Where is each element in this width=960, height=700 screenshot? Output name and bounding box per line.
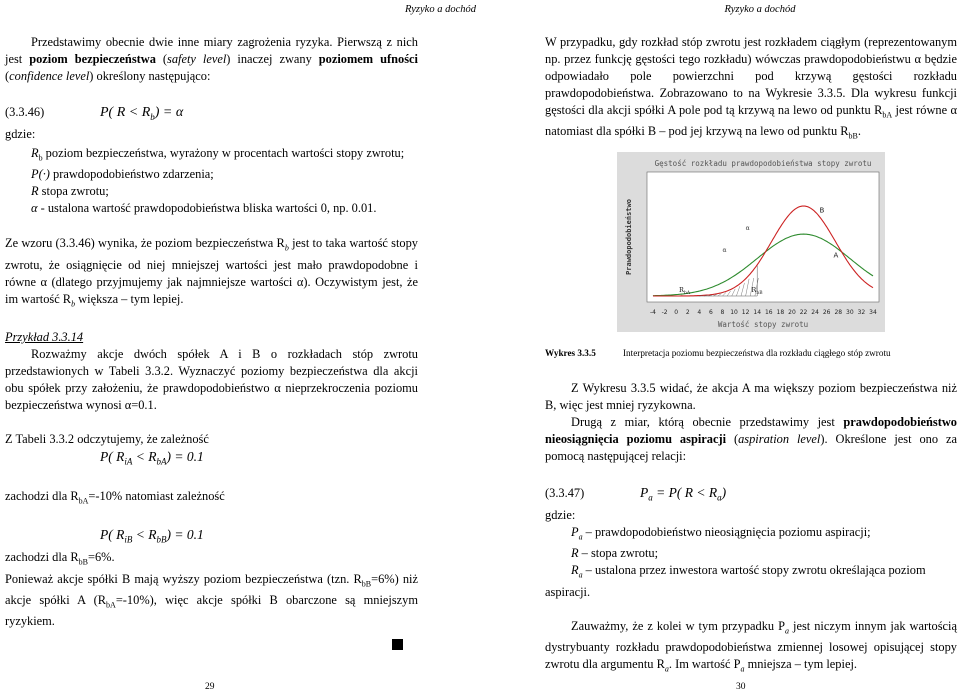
r-bb-subscript: bB	[756, 291, 763, 296]
x-tick-label: 0	[674, 309, 679, 316]
x-tick-label: 2	[685, 309, 690, 316]
series-label-B: B	[819, 206, 825, 215]
alpha-label-a: α	[722, 247, 727, 254]
aspiration-paragraph: Drugą z miar, którą obecnie przedstawimy jest prawdopodobieństwo nieosiągnięcia poziomu aspiracji (aspiration level). Określone jest ono za pomocą następującej relacji:	[545, 415, 957, 463]
intro-paragraph: Przedstawimy obecnie dwie inne miary zagrożenia ryzyka. Pierwszą z nich jest poziom bezpieczeństwa (safety level) inaczej zwany poziomem ufności (confidence level) określony następująco:	[5, 35, 418, 83]
x-tick-label: 20	[788, 309, 796, 316]
x-tick-label: 24	[811, 309, 819, 316]
definition-ra: $R_a$ – ustalona przez inwestora wartość stopy zwrotu określająca poziom aspiracji.	[545, 563, 926, 599]
equation-number: (3.3.47)	[545, 486, 585, 500]
holds-line-b: zachodzi dla $R_{bB}=6\%$.	[5, 550, 115, 567]
chart-title: Gęstość rozkładu prawdopodobieństwa stopy zwrotu	[654, 159, 872, 168]
left-column	[5, 34, 418, 630]
running-header: Ryzyko a dochód	[405, 4, 476, 15]
x-tick-label: 18	[776, 309, 785, 316]
right-column-top	[545, 34, 957, 145]
equation-formula: P( $R < R_b) = \alpha$	[100, 105, 184, 122]
where-label: gdzie:	[5, 126, 36, 141]
x-tick-label: 8	[720, 309, 725, 316]
x-tick-label: 22	[799, 309, 808, 316]
series-label-A: A	[833, 251, 839, 260]
plot-area	[647, 172, 879, 302]
safety-level-paragraph: Ze wzoru (3.3.46) wynika, że poziom bezpieczeństwa $R_b$ jest to taka wartość stopy zwrotu, że osiągnięcie od niej mniejszej wartości jest mało prawdopodobne i równe α (dlatego przyjmujemy jak najmniejsze wartości α). Oczywistym jest, że im wartość $R_b$ większa – tym lepiej.	[5, 236, 418, 309]
figure-caption	[545, 345, 955, 362]
x-tick-label: 6	[708, 309, 713, 316]
definition-pa: $P_a$ – prawdopodobieństwo nieosiągnięcia poziomu aspiracji;	[571, 524, 871, 542]
equation-b: P( $R_{iB} < R_{bB}) = 0.1$	[100, 527, 204, 546]
x-tick-label: -4	[650, 309, 656, 316]
definition-rb: $R_b$ poziom bezpieczeństwa, wyrażony w procentach wartości stopy zwrotu;	[31, 145, 405, 163]
end-of-example-square	[392, 639, 403, 650]
r-ba-subscript: bA	[684, 291, 691, 296]
equation-3-3-47: (3.3.47) $P_a = P$( $R < R_a$)	[545, 485, 727, 503]
x-tick-label: 14	[753, 309, 762, 316]
definition-p: P(·) prawdopodobieństwo zdarzenia;	[31, 167, 214, 182]
table-reading-line: Z Tabeli 3.3.2 odczytujemy, że zależność	[5, 432, 209, 447]
running-header: Ryzyko a dochód	[724, 4, 796, 15]
page-number: 30	[736, 682, 746, 692]
r-bb-label: R	[751, 286, 757, 294]
x-tick-label: 4	[697, 309, 702, 316]
x-tick-label: -2	[661, 309, 668, 316]
x-tick-label: 26	[822, 309, 831, 316]
x-tick-label: 10	[730, 309, 738, 316]
page-number: 29	[205, 682, 215, 692]
density-chart	[617, 152, 885, 332]
r-ba-label: R	[679, 286, 684, 294]
density-chart-svg	[617, 152, 885, 332]
example-paragraph: Rozważmy akcje dwóch spółek A i B o rozkładach stóp zwrotu przedstawionych w Tabeli 3.3.2. Wyznaczyć poziomy bezpieczeństwa dla akcji obu spółek przy założeniu, że prawdopodobieństwo α nieprzekroczenia poziomu bezpieczeństwa wynosi α=0.1.	[5, 347, 418, 413]
figure-number: Wykres 3.3.5	[545, 348, 596, 358]
continuous-paragraph: W przypadku, gdy rozkład stóp zwrotu jest rozkładem ciągłym (reprezentowanym np. przez funkcję gęstości tego rozkładu) wówczas prawdopodobieństwu α będzie odpowiadało pole powierzchni pod krzywą gęstości rozkładu prawdopodobieństwa. Zobrazowano to na Wykresie 3.3.5. Dla wykresu funkcji gęstości dla akcji spółki A pole pod tą krzywą na lewo od punktu $R_{bA}$ jest równe α natomiast dla spółki B – pod jej krzywą na lewo od punktu $R_{bB}$.	[545, 35, 957, 141]
holds-line-a: zachodzi dla $R_{bA}=-10\%$ natomiast zależność	[5, 488, 225, 506]
x-tick-label: 12	[741, 309, 750, 316]
equation-3-3-46	[5, 104, 418, 126]
definition-alpha: α - ustalona wartość prawdopodobieństwa bliska wartości 0, np. 0.01.	[31, 201, 377, 216]
x-tick-label: 34	[869, 309, 877, 316]
figure-caption-text: Interpretacja poziomu bezpieczeństwa dla rozkładu ciągłego stóp zwrotu	[623, 348, 891, 358]
x-tick-label: 16	[764, 309, 773, 316]
alpha-label-b: α	[745, 225, 750, 232]
x-axis-label: Wartość stopy zwrotu	[717, 320, 809, 329]
equation-a: P( $R_{iA} < R_{bA}) = 0.1$	[100, 449, 204, 467]
cdf-paragraph: Zauważmy, że z kolei w tym przypadku $P_a$ jest niczym innym jak wartością dystrybuanty rozkładu prawdopodobieństwa zmiennej losowej opisującej stopy zwrotu dla argumentu $R_a$. Im wartość $P_a$ mniejsza – tym lepiej.	[545, 618, 957, 674]
conclusion-paragraph: Ponieważ akcje spółki B mają wyższy poziom bezpieczeństwa (tzn. $R_{bB}=6\%$) niż akcje spółki A $(R_{bA}=-10\%)$, więc akcje spółki B obarczone są mniejszym ryzykiem.	[5, 571, 419, 629]
equation-number: (3.3.46)	[5, 105, 45, 119]
example-title: Przykład 3.3.14	[5, 330, 84, 345]
comparison-paragraph: Z Wykresu 3.3.5 widać, że akcja A ma większy poziom bezpieczeństwa niż B, więc jest mniej ryzykowna.	[545, 381, 957, 412]
definition-r: R stopa zwrotu;	[31, 184, 109, 199]
x-tick-label: 30	[846, 309, 854, 316]
x-tick-label: 28	[834, 309, 843, 316]
y-axis-label: Prawdopodobieństwo	[625, 199, 633, 275]
x-tick-label: 32	[857, 309, 866, 316]
definition-r: R – stopa zwrotu;	[571, 546, 659, 561]
right-column-bottom	[545, 380, 957, 678]
where-label: gdzie:	[545, 507, 576, 522]
